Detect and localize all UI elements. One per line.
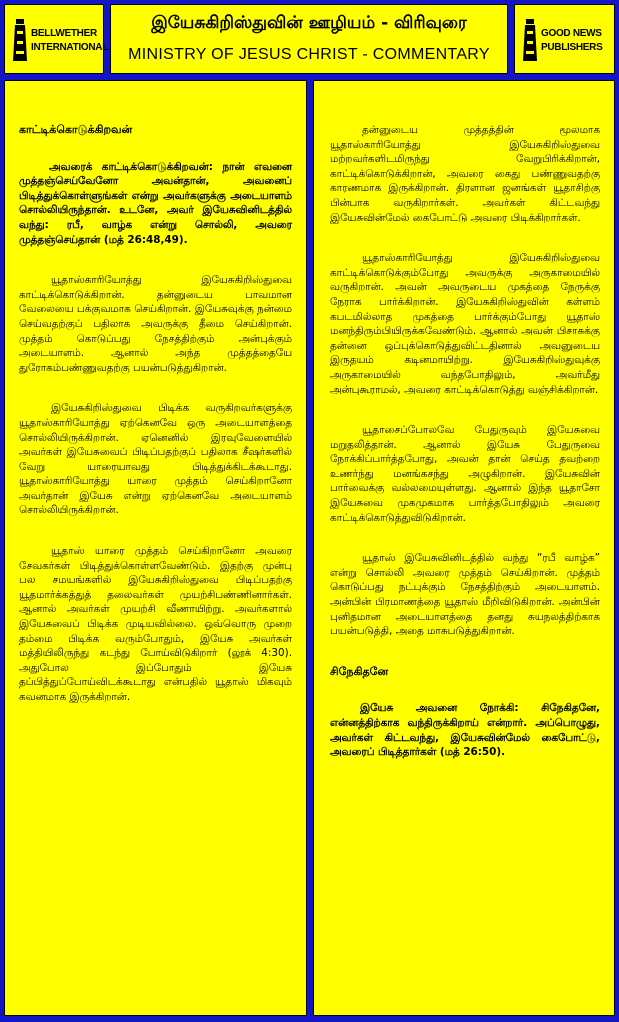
paragraph: இயேசுகிறிஸ்துவை பிடிக்க வருகிறவர்களுக்கு யூதாஸ்காரியோத்து ஏற்கெனவே ஒரு அடையாளத்தை சொல்லியிருக்கிறான். ஏனெனில் இரவுவேளையில் அவர்கள் இயேசுவைப் பிடிப்பதற்குப் பதிலாக சீஷர்களில் வேறு யாரையாவது பிடித்துக்கிடக்கூடாது. யூதாஸ்காரியோத்து யாரை முத்தம் செய்கிறானோ அவர்தான் இயேசு என்று ஏற்கெனவே அடையாளம் சொல்லியிருக்கிறான். (19, 402, 292, 517)
paragraph: யூதாஸ் யாரை முத்தம் செய்கிறானோ அவரை சேவகர்கள் பிடித்துக்கொள்ளவேண்டும். இதற்கு முன்பு பல சமயங்களில் இயேசுகிறிஸ்துவை பிடிப்பதற்கு யூதமார்க்கத்துத் தலைவர்கள் முயற்சிபண்ணினார்கள். ஆனால் அவர்கள் முயற்சி வீணாயிற்று. அவர்களால் இயேசுவைப் பிடிக்க முடியவில்லை. ஒவ்வொரு முறை தம்மை பிடிக்க வரும்போதும், இயேசு அவர்கள் மத்தியிலிருந்து கடந்து போய்விடுகிறார் (லூக் 4:30). அதுபோல இப்போதும் இயேசு தப்பித்துப்போய்விடக்கூடாது என்பதில் யூதாஸ் மிகவும் கவனமாக இருக்கிறான். (19, 545, 292, 703)
page-title-english: MINISTRY OF JESUS CHRIST - COMMENTARY (128, 46, 490, 63)
page-title-tamil: இயேசுகிறிஸ்துவின் ஊழியம் - விரிவுரை (151, 13, 467, 33)
paragraph: யூதாஸ்காரியோத்து இயேசுகிறிஸ்துவை காட்டிக்கொடுக்கிறான். தன்னுடைய பாவமான வேலையை பக்குவமாக செய்கிறான். இயேசுவுக்கு நன்மை செய்வதற்குப் பதிலாக அவருக்கு தீமை செய்கிறான். முத்தம் கொடுப்பது நேசத்திற்கும் அன்புக்கும் அடையாளம். ஆனால் அந்த முத்தத்தையே துரோகம்பண்ணுவதற்கு பயன்படுத்துகிறான். (19, 274, 292, 374)
paragraph: யூதாஸ் இயேசுவினிடத்தில் வந்து “ரபீ வாழ்க” என்று சொல்லி அவரை முத்தம் செய்கிறான். முத்தம் கொடுப்பது நட்புக்கும் நேசத்திற்கும் அடையாளம். அன்பின் பிரமாணத்தை யூதாஸ் மீறிவிடுகிறான். அன்பின் புனிதமான அடையாளத்தை தனது சுயநலத்திற்காக பயன்படுத்தி, அதை மாசுபடுத்துகிறான். (330, 552, 600, 638)
paragraph: யூதாஸ்காரியோத்து இயேசுகிறிஸ்துவை காட்டிக்கொடுக்கும்போது அவருக்கு அருகாமையில் வருகிறான். அவன் அவருடைய முகத்தை நேருக்கு நேராக பார்க்கிறான். இயேசுகிறிஸ்துவின் கள்ளம் கபடமில்லாத முகத்தை பார்க்கும்போது யூதாஸ் மனந்திரும்பியிருக்கவேண்டும். ஆனால் அவன் பிசாசுக்கு தன்னை ஒப்புக்கொடுத்துவிட்டதினால் அவனுடைய இருதயம் கடினமாயிற்று. இயேசுகிறிஸ்துவுக்கு அருகாமையில் வந்தபோதிலும், அவர்மீது அன்புகூராமல், அவரை காட்டிக்கொடுத்து வஞ்சிக்கிறான். (330, 252, 600, 396)
left-column (4, 80, 307, 1016)
title-box (110, 4, 508, 74)
good-news-logo (521, 17, 613, 67)
good-news-logo-box (514, 4, 615, 74)
lighthouse-icon (11, 17, 29, 63)
scripture-quote: அவரைக் காட்டிக்கொடுக்கிறவன்: நான் எவனை முத்தஞ்செய்வேனோ அவன்தான், அவனைப் பிடித்துக்கொள்ளுங்கள் என்று அவர்களுக்கு அடையாளம் சொல்லியிருந்தான். உடனே, அவர் இயேசுவினிடத்தில் வந்து: ரபீ, வாழ்க என்று சொல்லி, அவரை முத்தஞ்செய்தான் (மத் 26:48,49). (19, 160, 292, 246)
right-column (313, 80, 615, 1016)
paragraph: தன்னுடைய முத்தத்தின் மூலமாக யூதாஸ்காரியோத்து இயேசுகிறிஸ்துவை மற்றவர்களிடமிருந்து வேறுபிரிக்கிறான், காட்டிக்கொடுக்கிறான், அவரை கைது பண்ணுவதற்கு காரணமாக இருக்கிறான். திரளான ஜனங்கள் யூதாசிற்கு பின்பாக வருகிறார்கள். அவர்கள் கிட்டவந்து இயேசுவின்மேல் கைபோட்டு அவரை பிடிக்கிறார்கள். (330, 124, 600, 224)
good-news-logo-text: GOOD NEWS PUBLISHERS (541, 28, 603, 53)
lighthouse-icon (521, 17, 539, 63)
section-heading: காட்டிக்கொடுக்கிறவன் (19, 123, 133, 136)
bellwether-logo-text: BELLWETHER INTERNATIONAL (31, 28, 109, 53)
section-heading: சிநேகிதனே (330, 664, 389, 678)
paragraph: யூதாசைப்போலவே பேதுருவும் இயேசுவை மறுதலித்தான். ஆனால் இயேசு பேதுருவை நோக்கிப்பார்த்தபோது, அவன் தான் செய்த தவற்றை உணர்ந்து மனங்கசந்து அழுகிறான். இயேசுவின் பார்வைக்கு வல்லமையுள்ளது. ஆனால் இந்த யூதாசோ இயேசுவை முகமுகமாக பார்த்தபோதிலும் அவரை காட்டிக்கொடுத்துவிடுகிறான். (330, 424, 600, 524)
bellwether-logo (11, 17, 109, 67)
scripture-quote: இயேசு அவனை நோக்கி: சிநேகிதனே, என்னத்திற்காக வந்திருக்கிறாய் என்றார். அப்பொழுது, அவர்கள் கிட்டவந்து, இயேசுவின்மேல் கைபோட்டு, அவரைப் பிடித்தார்கள் (மத் 26:50). (330, 702, 600, 759)
bellwether-logo-box (4, 4, 109, 74)
